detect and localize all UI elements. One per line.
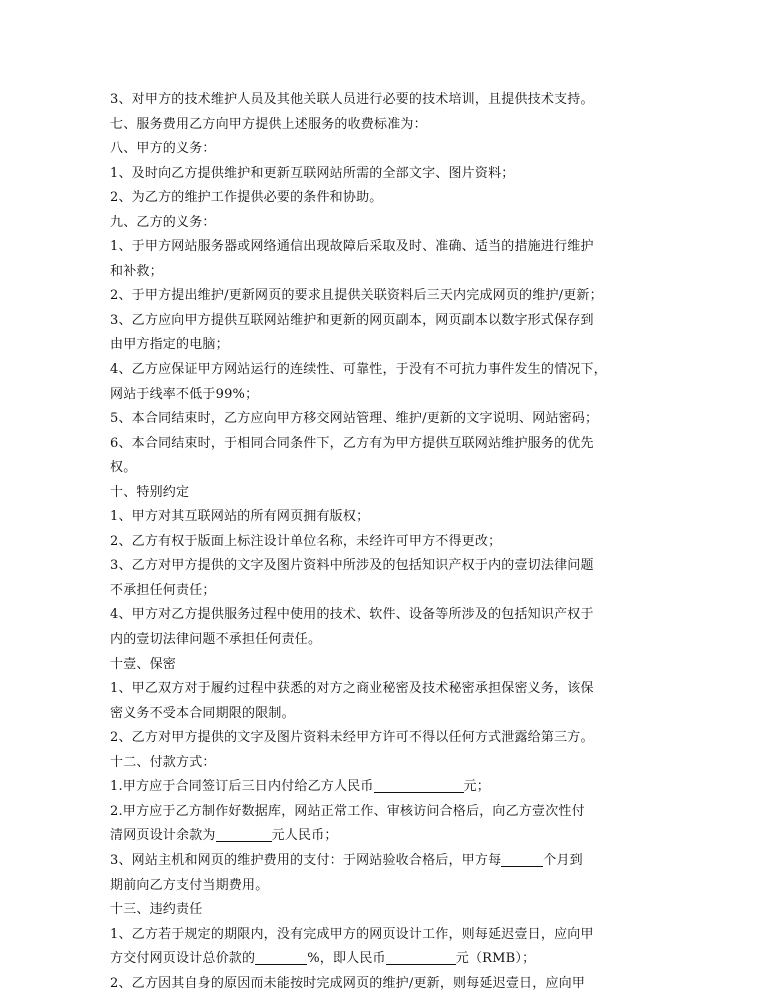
breach-clause-1-mid: %，即人民币 <box>307 951 386 967</box>
breach-clause-1-cont <box>110 947 660 972</box>
section-heading-confidentiality: 十壹、保密 <box>110 656 177 672</box>
text-line: 由甲方指定的电脑； <box>110 337 229 353</box>
text-line: 2、于甲方提出维护/更新网页的要求且提供关联资料后三天内完成网页的维护/更新； <box>110 288 603 304</box>
percent-blank[interactable] <box>255 949 307 965</box>
text-line: 密义务不受本合同期限的限制。 <box>110 705 295 721</box>
text-line: 1、甲乙双方对于履约过程中获悉的对方之商业秘密及技术秘密承担保密义务，该保 <box>110 681 594 697</box>
text-line: 内的壹切法律问题不承担任何责任。 <box>110 632 322 648</box>
text-line: 5、本合同结束时，乙方应向甲方移交网站管理、维护/更新的文字说明、网站密码； <box>110 411 599 427</box>
text-line: 2、乙方对甲方提供的文字及图片资料未经甲方许可不得以任何方式泄露给第三方。 <box>110 730 594 746</box>
payment-clause-3-cont: 期前向乙方支付当期费用。 <box>110 877 269 893</box>
section-heading-special-agreement: 十、特别约定 <box>110 484 190 500</box>
payment-clause-3 <box>110 849 660 874</box>
text-line: 2、为乙方的维护工作提供必要的条件和协助。 <box>110 190 383 206</box>
payment-clause-1 <box>110 775 660 800</box>
penalty-amount-blank[interactable] <box>386 949 456 965</box>
payment-amount-blank[interactable] <box>374 777 464 793</box>
months-blank[interactable] <box>501 851 543 867</box>
section-heading-service-fee: 七、服务费用乙方向甲方提供上述服务的收费标准为： <box>110 116 427 132</box>
text-line: 4、甲方对乙方提供服务过程中使用的技术、软件、设备等所涉及的包括知识产权于 <box>110 607 594 623</box>
payment-clause-3-text: 3、网站主机和网页的维护费用的支付：于网站验收合格后，甲方每 <box>110 852 502 868</box>
section-heading-party-b-obligations: 九、乙方的义务： <box>110 214 216 230</box>
text-line: 2、乙方有权于版面上标注设计单位名称，未经许可甲方不得更改； <box>110 533 502 549</box>
text-line: 6、本合同结束时，于相同合同条件下，乙方有为甲方提供互联网站维护服务的优先 <box>110 435 594 451</box>
contract-body <box>110 88 660 996</box>
text-line: 1、于甲方网站服务器或网络通信出现故障后采取及时、准确、适当的措施进行维护 <box>110 239 594 255</box>
text-line: 网站于线率不低于99%； <box>110 386 259 402</box>
breach-clause-1: 1、乙方若于规定的期限内，没有完成甲方的网页设计工作，则每延迟壹日，应向甲 <box>110 926 594 942</box>
payment-clause-1-unit: 元； <box>463 779 491 795</box>
payment-clause-2-text: 清网页设计余款为 <box>110 828 216 844</box>
payment-clause-2-unit: 元人民币； <box>271 828 338 844</box>
text-line: 权。 <box>110 460 137 476</box>
breach-clause-1-text: 方交付网页设计总价款的 <box>110 951 256 967</box>
payment-clause-2-cont <box>110 824 660 849</box>
breach-clause-1-unit: 元（RMB）； <box>455 951 536 967</box>
text-line: 1、甲方对其互联网站的所有网页拥有版权； <box>110 509 370 525</box>
payment-clause-1-text: 1.甲方应于合同签订后三日内付给乙方人民币 <box>110 779 374 795</box>
section-heading-party-a-obligations: 八、甲方的义务： <box>110 141 216 157</box>
text-line: 不承担任何责任； <box>110 582 216 598</box>
section-heading-payment: 十二、付款方式： <box>110 754 216 770</box>
text-line: 4、乙方应保证甲方网站运行的连续性、可靠性，于没有不可抗力事件发生的情况下， <box>110 362 607 378</box>
section-heading-breach: 十三、违约责任 <box>110 902 203 918</box>
balance-amount-blank[interactable] <box>216 826 272 842</box>
payment-clause-2: 2.甲方应于乙方制作好数据库，网站正常工作、审核访问合格后，向乙方壹次性付 <box>110 803 585 819</box>
text-line: 1、及时向乙方提供维护和更新互联网站所需的全部文字、图片资料； <box>110 165 515 181</box>
text-line: 3、乙方应向甲方提供互联网站维护和更新的网页副本，网页副本以数字形式保存到 <box>110 312 594 328</box>
text-line: 3、乙方对甲方提供的文字及图片资料中所涉及的包括知识产权于内的壹切法律问题 <box>110 558 594 574</box>
breach-clause-2: 2、乙方因其自身的原因而未能按时完成网页的维护/更新，则每延迟壹日，应向甲 <box>110 975 586 991</box>
text-line: 和补救； <box>110 263 163 279</box>
payment-clause-3-unit: 个月到 <box>543 852 583 868</box>
text-line: 3、对甲方的技术维护人员及其他关联人员进行必要的技术培训，且提供技术支持。 <box>110 92 594 107</box>
